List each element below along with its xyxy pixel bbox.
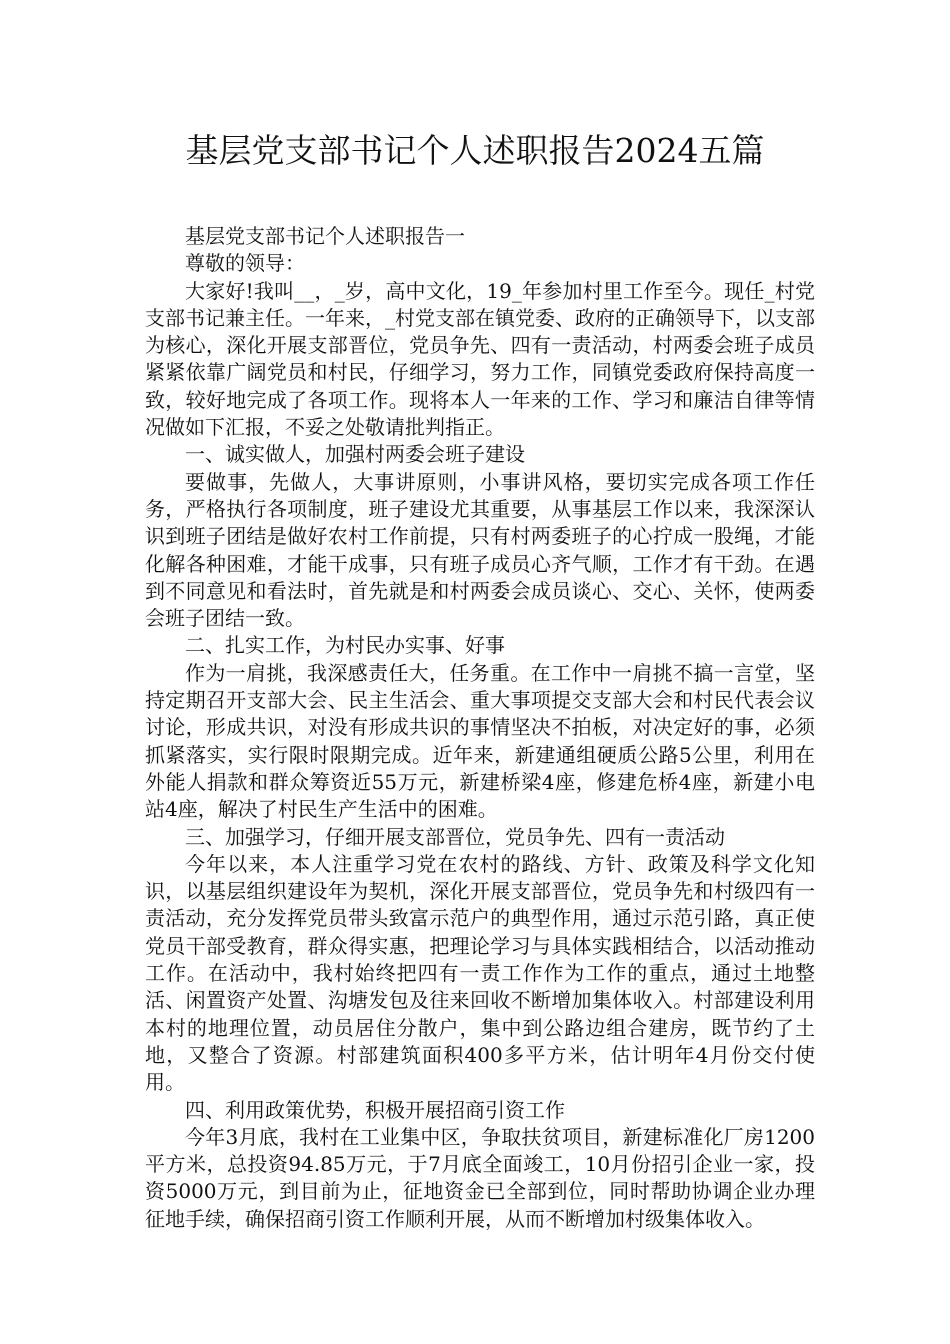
- report-heading: 基层党支部书记个人述职报告一: [185, 224, 465, 248]
- section-paragraph-1: 要做事，先做人，大事讲原则，小事讲风格，要切实完成各项工作任务，严格执行各项制度，班子建设尤其重要，从事基层工作以来，我深深认识到班子团结是做好农村工作前提，只有村两委班子的心拧成一股绳，才能化解各种困难，才能干成事，只有班子成员心齐气顺，工作才有干劲。在遇到不同意见和看法时，首先就是和村两委会成员谈心、交心、关怀，使两委会班子团结一致。: [145, 469, 815, 631]
- section-heading-2: 二、扎实工作，为村民办实事、好事: [185, 633, 505, 658]
- salutation: 尊敬的领导：: [185, 251, 305, 276]
- document-body: [145, 223, 815, 1233]
- intro-paragraph: 大家好!我叫__，_岁，高中文化，19_年参加村里工作至今。现任_村党支部书记兼主任。一年来，_村党支部在镇党委、政府的正确领导下，以支部为核心，深化开展支部晋位，党员争先、四有一责活动，村两委会班子成员紧紧依靠广阔党员和村民，仔细学习，努力工作，同镇党委政府保持高度一致，较好地完成了各项工作。现将本人一年来的工作、学习和廉洁自律等情况做如下汇报，不妥之处敬请批判指正。: [145, 278, 815, 440]
- section-paragraph-3: 今年以来，本人注重学习党在农村的路线、方针、政策及科学文化知识，以基层组织建设年为契机，深化开展支部晋位，党员争先和村级四有一责活动，充分发挥党员带头致富示范户的典型作用，通过示范引路，真正使党员干部受教育，群众得实惠，把理论学习与具体实践相结合，以活动推动工作。在活动中，我村始终把四有一责工作作为工作的重点，通过土地整活、闲置资产处置、沟塘发包及往来回收不断增加集体收入。村部建设利用本村的地理位置，动员居住分散户，集中到公路边组合建房，既节约了土地，又整合了资源。村部建筑面积400多平方米，估计明年4月份交付使用。: [145, 851, 815, 1095]
- section-heading-3: 三、加强学习，仔细开展支部晋位，党员争先、四有一责活动: [185, 824, 725, 849]
- section-paragraph-2: 作为一肩挑，我深感责任大，任务重。在工作中一肩挑不搞一言堂，坚持定期召开支部大会、民主生活会、重大事项提交支部大会和村民代表会议讨论，形成共识，对没有形成共识的事情坚决不拍板，对决定好的事，必须抓紧落实，实行限时限期完成。近年来，新建通组硬质公路5公里，利用在外能人捐款和群众筹资近55万元，新建桥梁4座，修建危桥4座，新建小电站4座，解决了村民生产生活中的困难。: [145, 660, 815, 822]
- section-heading-1: 一、诚实做人，加强村两委会班子建设: [185, 442, 525, 467]
- section-heading-4: 四、利用政策优势，积极开展招商引资工作: [185, 1097, 565, 1122]
- document-title: 基层党支部书记个人述职报告2024五篇: [185, 131, 765, 170]
- section-paragraph-4: 今年3月底，我村在工业集中区，争取扶贫项目，新建标准化厂房1200平方米，总投资94.85万元，于7月底全面竣工，10月份招引企业一家，投资5000万元，到目前为止，征地资金已全部到位，同时帮助协调企业办理征地手续，确保招商引资工作顺利开展，从而不断增加村级集体收入。: [145, 1124, 815, 1231]
